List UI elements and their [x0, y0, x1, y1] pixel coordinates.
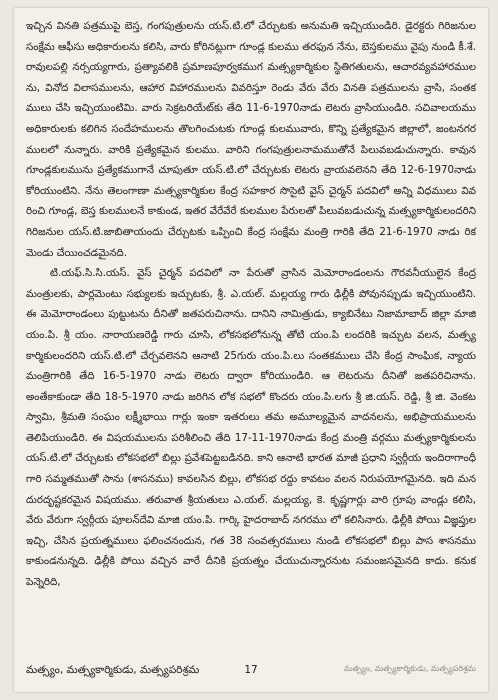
- paragraph-1: ఇచ్చిన వినతి పత్రముపై బెస్త, గంగపుత్రులను యస్.టి.లో చేర్చుటకు అనుమతి ఇచ్చియుండిరి. డైరక్టరు గిరిజనుల సంక్షేమ ఆఫీసు అధికారులను కలిసి, వారు కోరినట్లుగా గూండ్ల కులము తరఫున నేను, బెస్తకులము వైపు నుండి కీ.శే. రావులపల్లి నర్సయ్యగారు, ప్రత్యావలికి ప్రమాణపూర్వకముగ మత్స్యకార్మికుల స్థితిగతులను, ఆచారవ్యవహారములను, వినోద విలాసములను, ఆహార విహారములను వివరిస్తూ రెండు వేరు వేరు వినతి పత్రములను వ్రాసి, సంతకములు చేసి ఇచ్చియుంటిమి. వారు సెక్రటరియేట్‌కు తేది 11-6-1970నాడు లెటరు వ్రాసియుండిరి. సచివాలయము అధికారులకు కలిగిన సందేహములను తొలగించుటకు గూండ్ల కులమువారు, కొన్ని ప్రత్యేకమైన జిల్లాలో, జంటనగరములలో నున్నారు. వారికి ప్రత్యేకమైన కులము. వారిని గంగపుత్రులనామముతోనే పిలువబడుచున్నారు. కావున గూండ్లకులమును ప్రత్యేకముగానే చూపుతూ యస్.టి.లో చేర్చుటకు లెటరు వ్రాయవలెనని తేది 12-6-1970నాడు కోరియుంటిని. నేను తెలంగాణా మత్స్యకార్మికుల కేంద్ర సహకార సొసైటి వైస్ చైర్మన్ పదవిలో అన్ని విధములు వివరించి గూండ్ల, బెస్త కులములనే కాకుండ, ఇతర వేరేవేరే కులముల పేరులతో పిలువబడుచున్న మత్స్యకార్మికులందరిని గిరిజనుల యస్.టి.జాబితాయందు చేర్చుటకు ఒప్పించి కేంద్ర సంక్షేమ మంత్రి గారికి తేది 21-6-1970 నాడు రికమెండు చేయించడమైనది.: [26, 20, 476, 259]
- footer-book-title: మత్స్యం, మత్స్యకార్మికుడు, మత్స్యపరిశ్రమ: [26, 664, 200, 676]
- page-footer: [14, 660, 488, 682]
- paragraph-2: టి.యఫ్.సి.సి.యస్. వైస్ చైర్మన్ పదవిలో నా పేరుతో వ్రాసిన మెమోరాండంలను గౌరవనీయులైన కేంద్ర మంత్రులకు, పార్లమెంటు సభ్యులకు ఇచ్చుటకు, శ్రీ. ఎ.యల్. మల్లయ్య గారు ఢిల్లీకి పోవునప్పుడు ఇచ్చియుంటిని. ఈ మెమోరాండంలు పుట్టుటను దీనితో జతపరుచినాను. దానిని నామిత్రుడు, క్యాబినేటు నిజామాబాద్ జిల్లా మాజి యం.పి. శ్రీ యం. నారాయణరెడ్డి గారు చూసి, లోకసభలోనున్న తోటి యం.పి లందరికి ఇచ్చుట వలన, మత్స్యకార్మికులందరిని యస్.టి.లో చేర్చవలెనని ఆనాటి 25గురు యం.పి.లు సంతకములు చేసి కేంద్ర సాంఘిక, న్యాయమంత్రిగారికి తేది 16-5-1970 నాడు లెటరు ద్వారా కోరియుండిరి. ఆ లెటరును దీనితో జతపరిచినాను. అంతేకాకుండా తేది 18-5-1970 నాడు జరిగిన లోక సభలో కొందరు యం.పి.లగు శ్రీ జి.యస్. రెడ్డి, శ్రీ జి. వెంకటస్వామి, శ్రీమతి సంఘం లక్ష్మీభాయి గార్లు ఇంకా ఇతరులు తమ అమూల్యమైన వాదనలను, అభిప్రాయములను తెలిపియుండిరి. ఈ విషయములను పరిశీలించి తేది 17-11-1970నాడు కేంద్ర మంత్రి వర్గము మత్స్యకార్మికులను యస్.టి.లో చేర్చుటకు లోకసభలో బిల్లు ప్రవేశపెట్టబడినది. కాని ఆనాటి భారత మాజీ ప్రధాని స్వర్గీయ ఇందిరాగాంధీ గారి సమ్మతముతో సాను (శాసనము) కావలసిన బిల్లు, లోకసభ రద్దు కావటం వలన నిరుపయోగమైనది. ఇది మన దురదృష్టకరమైన విషయము. తరువాత శ్రీయతులు ఎ.యల్. మల్లయ్య, కె. కృష్ణగార్లు వారి గ్రూపు వాండ్లు కలిసి, వేరు వేరుగా స్వర్గీయ పూలన్‌దేవి మాజి యం.పి. గార్కి హైదరాబాద్ నగరము లో కలిసినారు. ఢిల్లీకి పోయి విజ్ఞప్తుల ఇచ్చి, చేసిన ప్రయత్నములు ఫలించనందున, గత 38 సంవత్సరములు నుండి లోకసభలో బిల్లు పాస శాసనము కాకుండనున్నది. ఢిల్లీకి పోయి వచ్చిన వారే దీనికి ప్రయత్నం చేయుచున్నారనుట సమంజసమైనది కాదు. కనుక పెన్నెరిది,: [26, 267, 476, 589]
- document-page: [14, 8, 488, 692]
- body-text: [26, 16, 476, 593]
- page-number: 17: [244, 664, 258, 676]
- footer-faint-title: మత్స్యం, మత్స్యకార్మికుడు, మత్స్యపరిశ్రమ: [343, 664, 476, 673]
